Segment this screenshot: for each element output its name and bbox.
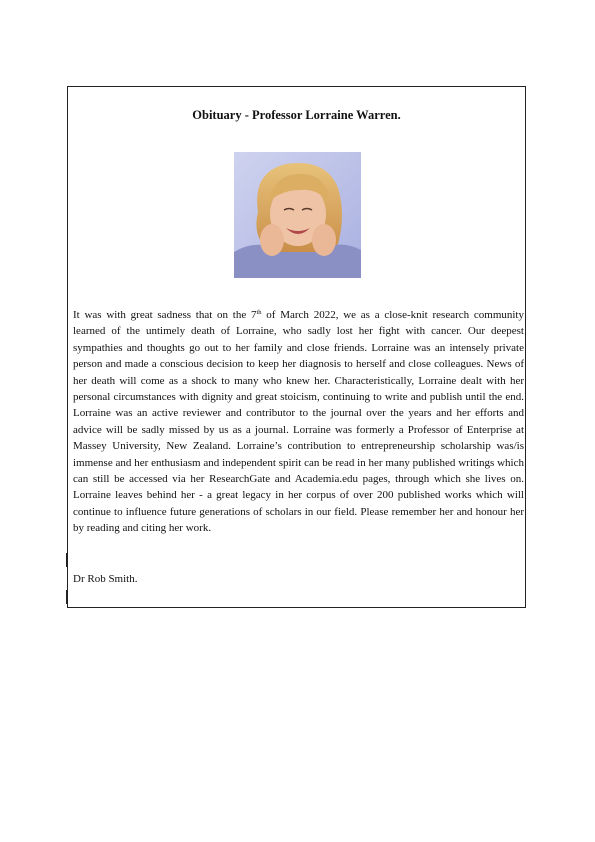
obituary-frame bbox=[67, 86, 526, 608]
signature: Dr Rob Smith. bbox=[73, 573, 138, 585]
page-title: Obituary - Professor Lorraine Warren. bbox=[192, 108, 401, 122]
margin-mark bbox=[66, 553, 68, 567]
obituary-paragraph bbox=[73, 307, 524, 537]
paragraph-text-start: It was with great sadness that on the 7 bbox=[73, 309, 257, 321]
ordinal-suffix: th bbox=[256, 309, 262, 316]
paragraph-text-rest: of March 2022, we as a close-knit research community learned of the untimely death of Lorraine, who sadly lost her fight with cancer. Our deepest sympathies and thoughts go out to her family and close friends. Lorraine was an intensely private person and made a conscious decision to keep her diagnosis to herself and close colleagues. News of her death will come as a shock to many who knew her. Characteristically, Lorraine dealt with her personal circumstances with dignity and great stoicism, continuing to write and publish until the end. Lorraine was an active reviewer and contributor to the journal over the years and her efforts and advice will be sadly missed by us as a journal. Lorraine was formerly a Professor of Enterprise at Massey University, New Zealand. Lorraine’s contribution to entrepreneurship scholarship was/is immense and her enthusiasm and independent spirit can be read in her many published writings which can still be accessed via her ResearchGate and Academia.edu pages, through which she lives on. Lorraine leaves behind her - a great legacy in her corpus of over 200 published works which will continue to influence future generations of scholars in our field. Please remember her and honour her by reading and citing her work. bbox=[73, 309, 524, 535]
portrait-photo bbox=[234, 152, 361, 278]
margin-mark bbox=[66, 590, 68, 604]
